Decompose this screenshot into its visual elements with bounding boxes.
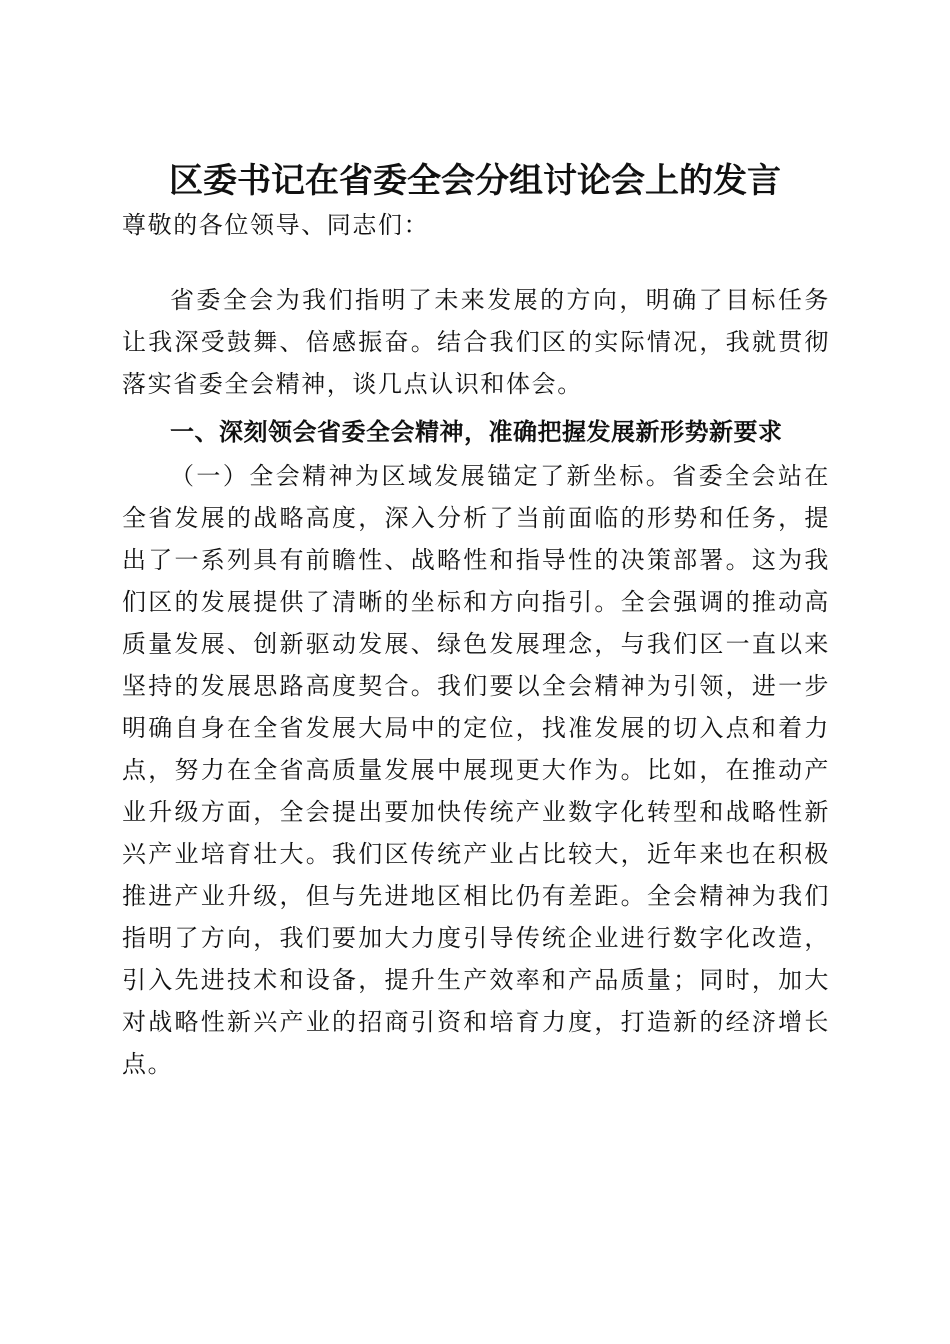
document-title: 区委书记在省委全会分组讨论会上的发言 — [169, 160, 781, 201]
salutation: 尊敬的各位领导、同志们： — [122, 211, 430, 239]
paragraph-intro: 省委全会为我们指明了未来发展的方向，明确了目标任务让我深受鼓舞、倍感振奋。结合我们区的实际情况，我就贯彻落实省委全会精神，谈几点认识和体会。 — [122, 286, 830, 398]
paragraph-body: （一）全会精神为区域发展锚定了新坐标。省委全会站在全省发展的战略高度，深入分析了当前面临的形势和任务，提出了一系列具有前瞻性、战略性和指导性的决策部署。这为我们区的发展提供了清晰的坐标和方向指引。全会强调的推动高质量发展、创新驱动发展、绿色发展理念，与我们区一直以来坚持的发展思路高度契合。我们要以全会精神为引领，进一步明确自身在全省发展大局中的定位，找准发展的切入点和着力点，努力在全省高质量发展中展现更大作为。比如，在推动产业升级方面，全会提出要加快传统产业数字化转型和战略性新兴产业培育壮大。我们区传统产业占比较大，近年来也在积极推进产业升级，但与先进地区相比仍有差距。全会精神为我们指明了方向，我们要加大力度引导传统企业进行数字化改造，引入先进技术和设备，提升生产效率和产品质量；同时，加大对战略性新兴产业的招商引资和培育力度，打造新的经济增长点。 — [122, 462, 830, 1078]
section-heading: 一、深刻领会省委全会精神，准确把握发展新形势新要求 — [170, 418, 783, 446]
